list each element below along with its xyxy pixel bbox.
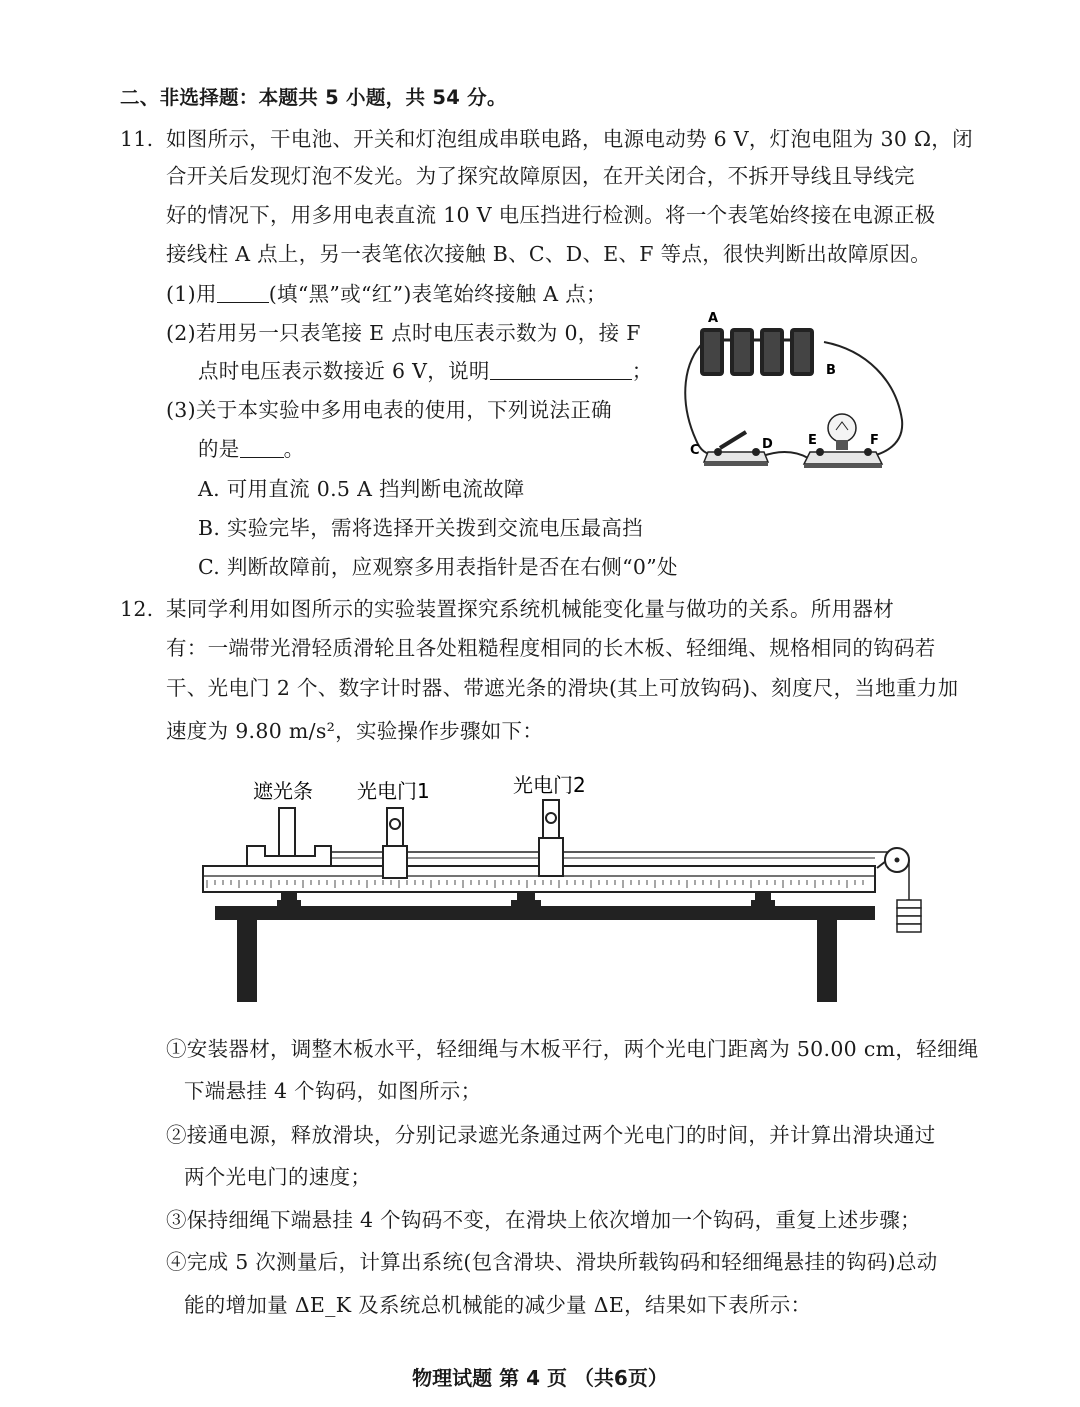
q11-option-a: A. 可用直流 0.5 A 挡判断电流故障 — [198, 477, 525, 501]
q11-part3-blank[interactable] — [240, 437, 284, 458]
q11-part2-line-2 — [198, 357, 653, 385]
q11-option-c: C. 判断故障前，应观察多用表指针是否在右侧“0”处 — [198, 555, 678, 579]
q11-number: 11. — [120, 127, 154, 151]
section-heading: 二、非选择题：本题共 5 小题，共 54 分。 — [120, 86, 507, 109]
q12-step-2-line-1: ②接通电源，释放滑块，分别记录遮光条通过两个光电门的时间，并计算出滑块通过 — [166, 1123, 936, 1147]
q12-stem-line-4: 速度为 9.80 m/s²，实验操作步骤如下： — [166, 719, 544, 743]
q12-stem-line-1: 某同学利用如图所示的实验装置探究系统机械能变化量与做功的关系。所用器材 — [166, 597, 894, 621]
q11-part3-line-1: (3)关于本实验中多用电表的使用，下列说法正确 — [166, 398, 612, 422]
circuit-label-c: C — [690, 443, 700, 458]
q11-stem-line-1: 如图所示，干电池、开关和灯泡组成串联电路，电源电动势 6 V，灯泡电阻为 30 Ω，闭 — [166, 127, 973, 151]
q12-number: 12. — [120, 597, 154, 621]
q11-part3-prefix: 的是 — [198, 437, 240, 461]
q11-part2-prefix: 点时电压表示数接近 6 V，说明 — [198, 359, 490, 383]
q11-stem-line-3: 好的情况下，用多用电表直流 10 V 电压挡进行检测。将一个表笔始终接在电源正极 — [166, 203, 936, 227]
q11-part2-blank[interactable] — [490, 359, 632, 380]
q11-part1 — [166, 280, 607, 308]
photogate-2 — [539, 800, 563, 876]
q12-step-4-line-1: ④完成 5 次测量后，计算出系统(包含滑块、滑块所载钩码和轻细绳悬挂的钩码)总动 — [166, 1250, 938, 1274]
pulley — [877, 848, 909, 900]
q12-step-4-line-2: 能的增加量 ΔE_K 及系统总机械能的减少量 ΔE，结果如下表所示： — [184, 1293, 812, 1317]
q11-part3-line-2 — [198, 435, 304, 463]
label-gate-2: 光电门2 — [513, 773, 586, 797]
q11-part1-suffix: (填“黑”或“红”)表笔始终接触 A 点； — [268, 282, 607, 306]
apparatus-diagram — [195, 768, 935, 1008]
slider-block — [247, 808, 331, 866]
photogate-1 — [383, 808, 407, 878]
label-gate-1: 光电门1 — [357, 779, 430, 803]
q12-step-1-line-2: 下端悬挂 4 个钩码，如图所示； — [184, 1079, 482, 1103]
switch — [704, 432, 768, 466]
circuit-label-a: A — [708, 311, 719, 326]
q12-stem-line-2: 有：一端带光滑轻质滑轮且各处粗糙程度相同的长木板、轻细绳、规格相同的钩码若 — [166, 636, 936, 660]
table — [215, 906, 875, 1002]
battery-pack — [700, 328, 814, 376]
circuit-label-b: B — [826, 363, 836, 378]
hanging-weights — [897, 900, 921, 932]
board-feet — [277, 892, 775, 906]
q11-stem-line-2: 合开关后发现灯泡不发光。为了探究故障原因，在开关闭合，不拆开导线且导线完 — [166, 164, 915, 188]
q12-step-2-line-2: 两个光电门的速度； — [184, 1165, 372, 1189]
q11-part3-suffix: 。 — [283, 437, 305, 461]
q12-stem-line-3: 干、光电门 2 个、数字计时器、带遮光条的滑块(其上可放钩码)、刻度尺，当地重力加 — [166, 676, 959, 700]
q12-step-3: ③保持细绳下端悬挂 4 个钩码不变，在滑块上依次增加一个钩码，重复上述步骤； — [166, 1208, 921, 1232]
page-footer: 物理试题 第 4 页 （共6页） — [412, 1366, 668, 1390]
q11-part1-prefix: (1)用 — [166, 282, 217, 306]
q11-part1-blank[interactable] — [217, 282, 269, 303]
circuit-diagram — [676, 300, 916, 480]
shade-strip — [279, 808, 295, 856]
q11-stem-line-4: 接线柱 A 点上，另一表笔依次接触 B、C、D、E、F 等点，很快判断出故障原因。 — [166, 242, 932, 266]
circuit-label-d: D — [762, 437, 773, 452]
circuit-label-e: E — [808, 433, 817, 448]
q11-part2-suffix: ； — [631, 359, 653, 383]
q12-step-1-line-1: ①安装器材，调整木板水平，轻细绳与木板平行，两个光电门距离为 50.00 cm，轻细绳 — [166, 1037, 979, 1061]
label-shade-strip: 遮光条 — [253, 779, 313, 803]
q11-option-b: B. 实验完毕，需将选择开关拨到交流电压最高挡 — [198, 516, 643, 540]
q11-part2-line-1: (2)若用另一只表笔接 E 点时电压表示数为 0，接 F — [166, 321, 641, 345]
circuit-label-f: F — [870, 433, 879, 448]
